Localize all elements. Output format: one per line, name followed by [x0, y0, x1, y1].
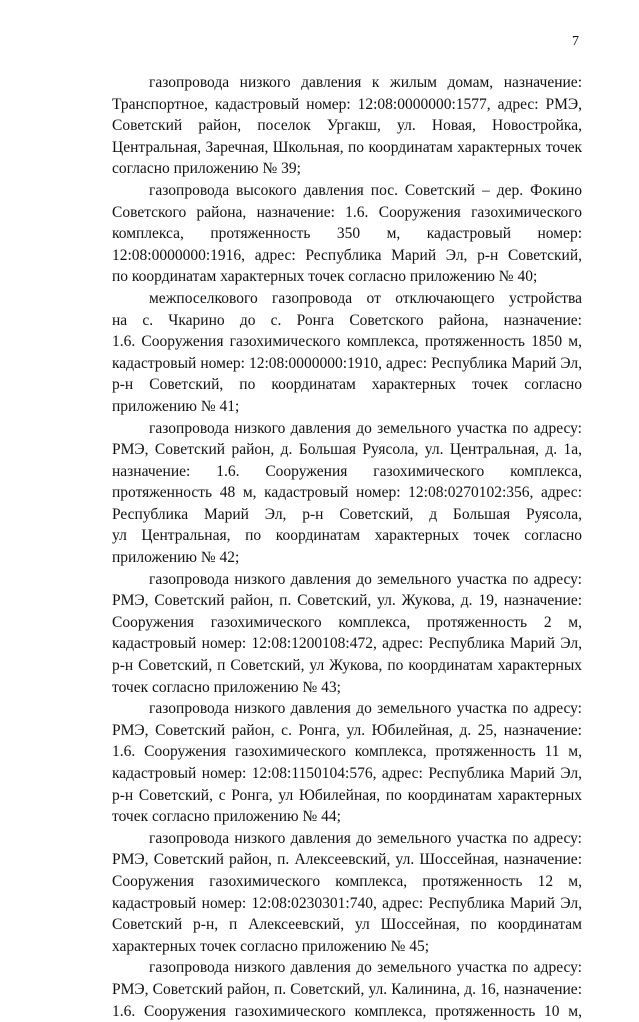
text-line: Советского района, назначение: 1.6. Сооружения газохимического: [112, 203, 582, 221]
text-line: по координатам характерных точек согласно приложению № 40;: [112, 268, 538, 286]
text-line: РМЭ, Советский район, с. Ронга, ул. Юбилейная, д. 25, назначение:: [112, 721, 582, 739]
text-line: кадастровый номер: 12:08:1200108:472, адрес: Республика Марий Эл,: [112, 635, 582, 653]
text-line: точек согласно приложению № 44;: [112, 808, 341, 826]
paragraph: [112, 828, 582, 958]
page-number: 7: [572, 34, 579, 49]
text-line: назначение: 1.6. Сооружения газохимического комплекса,: [112, 462, 582, 480]
text-line: 1.6. Сооружения газохимического комплекса, протяженность 1850 м,: [112, 333, 582, 351]
text-line: кадастровый номер: 12:08:1150104:576, адрес: Республика Марий Эл,: [112, 765, 582, 782]
text-line: газопровода высокого давления пос. Советский – дер. Фокино: [149, 181, 582, 199]
text-line: комплекса, протяженность 350 м, кадастровый номер:: [112, 225, 582, 243]
text-line: кадастровый номер: 12:08:0230301:740, адрес: Республика Марий Эл,: [112, 894, 582, 912]
text-line: р-н Советский, по координатам характерных точек согласно: [112, 376, 582, 394]
text-line: газопровода низкого давления до земельного участка по адресу:: [149, 419, 582, 437]
text-line: РМЭ, Советский район, п. Советский, ул. Жукова, д. 19, назначение:: [112, 592, 582, 610]
text-line: 12:08:0000000:1916, адрес: Республика Марий Эл, р-н Советский,: [112, 246, 582, 264]
text-line: РМЭ, Советский район, п. Советский, ул. Калинина, д. 16, назначение:: [112, 980, 582, 998]
text-line: Советский р-н, п Алексеевский, ул Шоссейная, по координатам: [112, 916, 582, 934]
text-line: характерных точек согласно приложению № 45;: [112, 937, 430, 955]
paragraph: [112, 418, 582, 569]
text-line: РМЭ, Советский район, д. Большая Руясола, ул. Центральная, д. 1а,: [112, 441, 582, 459]
text-line: РМЭ, Советский район, п. Алексеевский, ул. Шоссейная, назначение:: [112, 851, 582, 869]
text-line: точек согласно приложению № 43;: [112, 678, 341, 696]
text-line: Сооружения газохимического комплекса, протяженность 2 м,: [112, 613, 582, 631]
text-line: газопровода низкого давления до земельного участка по адресу:: [149, 570, 582, 588]
text-line: р-н Советский, п Советский, ул Жукова, по координатам характерных: [112, 657, 582, 675]
text-line: Республика Марий Эл, р-н Советский, д Большая Руясола,: [112, 505, 582, 523]
text-line: 1.6. Сооружения газохимического комплекса, протяженность 11 м,: [112, 743, 582, 761]
document-body: [112, 72, 582, 1022]
text-line: газопровода низкого давления до земельного участка по адресу:: [149, 959, 582, 977]
text-line: Советский район, поселок Ургакш, ул. Новая, Новостройка,: [112, 117, 582, 135]
text-line: на с. Чкарино до с. Ронга Советского района, назначение:: [112, 311, 582, 329]
text-line: Сооружения газохимического комплекса, протяженность 12 м,: [112, 872, 582, 890]
text-line: 1.6. Сооружения газохимического комплекса, протяженность 10 м,: [112, 1002, 582, 1020]
paragraph: [112, 288, 582, 418]
paragraph: [112, 957, 582, 1022]
text-line: межпоселкового газопровода от отключающего устройства: [149, 289, 582, 307]
text-line: приложению № 41;: [112, 397, 240, 415]
text-line: газопровода низкого давления до земельного участка по адресу:: [149, 829, 582, 847]
text-line: газопровода низкого давления до земельного участка по адресу:: [149, 700, 582, 718]
text-line: газопровода низкого давления к жилым домам, назначение:: [149, 74, 582, 91]
paragraph: [112, 72, 582, 180]
paragraph: [112, 569, 582, 699]
text-line: протяженность 48 м, кадастровый номер: 12:08:0270102:356, адрес:: [112, 484, 582, 502]
text-line: приложению № 42;: [112, 549, 240, 567]
text-line: ул Центральная, по координатам характерных точек согласно: [112, 527, 582, 545]
text-line: р-н Советский, с Ронга, ул Юбилейная, по координатам характерных: [112, 786, 582, 804]
text-line: кадастровый номер: 12:08:0000000:1910, адрес: Республика Марий Эл,: [112, 354, 582, 372]
text-line: Центральная, Заречная, Школьная, по координатам характерных точек: [112, 138, 582, 156]
paragraph: [112, 180, 582, 288]
text-line: согласно приложению № 39;: [112, 160, 301, 178]
text-line: Транспортное, кадастровый номер: 12:08:0000000:1577, адрес: РМЭ,: [112, 95, 582, 113]
paragraph: [112, 698, 582, 828]
